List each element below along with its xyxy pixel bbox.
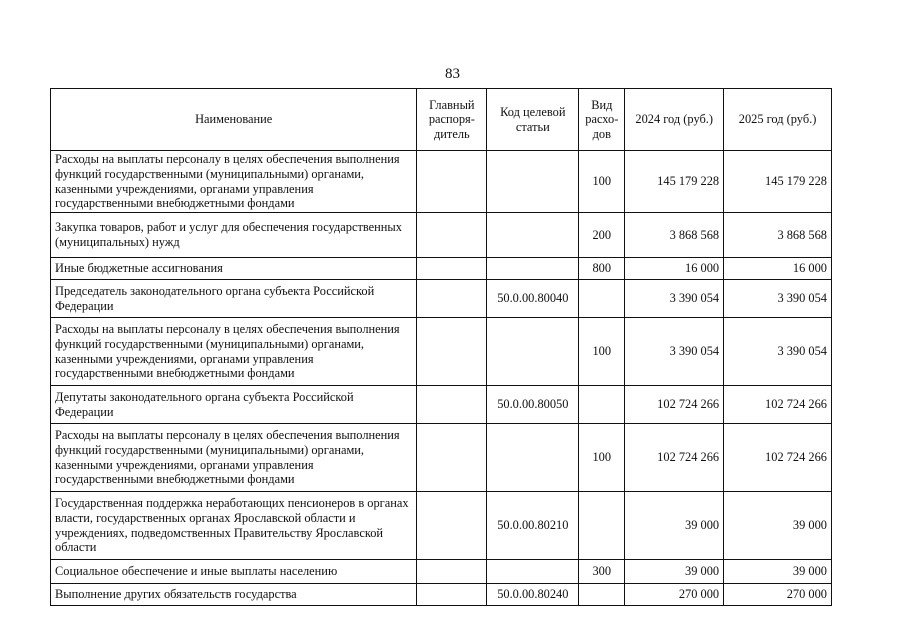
- row-name: Социальное обеспечение и иные выплаты населению: [51, 560, 417, 584]
- row-amount-2025: 102 724 266: [724, 386, 832, 424]
- row-amount-2025: 3 390 054: [724, 318, 832, 386]
- table-row: [51, 280, 832, 318]
- row-manager: [417, 386, 487, 424]
- row-target-code: [487, 258, 579, 280]
- row-target-code: 50.0.00.80050: [487, 386, 579, 424]
- header-target-code: Код целевой статьи: [487, 89, 579, 151]
- row-manager: [417, 280, 487, 318]
- row-manager: [417, 151, 487, 213]
- row-name: Закупка товаров, работ и услуг для обеспечения государственных (муниципальных) нужд: [51, 213, 417, 258]
- row-amount-2025: 102 724 266: [724, 424, 832, 492]
- row-target-code: [487, 213, 579, 258]
- header-name: Наименование: [51, 89, 417, 151]
- row-amount-2025: 39 000: [724, 560, 832, 584]
- header-expense-type: Вид расхо-дов: [579, 89, 625, 151]
- header-2024: 2024 год (руб.): [625, 89, 724, 151]
- row-amount-2024: 3 390 054: [625, 318, 724, 386]
- row-manager: [417, 584, 487, 606]
- table-row: [51, 584, 832, 606]
- row-amount-2025: 3 868 568: [724, 213, 832, 258]
- row-target-code: [487, 560, 579, 584]
- table-row: [51, 318, 832, 386]
- budget-table: [50, 88, 832, 606]
- row-name: Председатель законодательного органа субъекта Российской Федерации: [51, 280, 417, 318]
- page-number: 83: [445, 66, 460, 82]
- row-expense-type: [579, 492, 625, 560]
- row-expense-type: 100: [579, 318, 625, 386]
- row-expense-type: 100: [579, 424, 625, 492]
- row-amount-2024: 39 000: [625, 492, 724, 560]
- row-amount-2025: 3 390 054: [724, 280, 832, 318]
- row-name: Иные бюджетные ассигнования: [51, 258, 417, 280]
- row-amount-2024: 16 000: [625, 258, 724, 280]
- row-manager: [417, 213, 487, 258]
- row-amount-2024: 102 724 266: [625, 386, 724, 424]
- row-target-code: [487, 424, 579, 492]
- row-manager: [417, 492, 487, 560]
- row-amount-2024: 270 000: [625, 584, 724, 606]
- row-expense-type: 200: [579, 213, 625, 258]
- table-row: [51, 560, 832, 584]
- row-expense-type: 300: [579, 560, 625, 584]
- table-header-row: [51, 89, 832, 151]
- row-amount-2024: 3 390 054: [625, 280, 724, 318]
- row-amount-2024: 145 179 228: [625, 151, 724, 213]
- header-manager: Главный распоря-дитель: [417, 89, 487, 151]
- row-target-code: 50.0.00.80210: [487, 492, 579, 560]
- row-target-code: 50.0.00.80240: [487, 584, 579, 606]
- table-row: [51, 151, 832, 213]
- row-amount-2025: 270 000: [724, 584, 832, 606]
- row-target-code: [487, 318, 579, 386]
- row-target-code: [487, 151, 579, 213]
- row-expense-type: [579, 280, 625, 318]
- row-amount-2025: 16 000: [724, 258, 832, 280]
- row-name: Депутаты законодательного органа субъекта Российской Федерации: [51, 386, 417, 424]
- row-amount-2025: 145 179 228: [724, 151, 832, 213]
- row-name: Расходы на выплаты персоналу в целях обеспечения выполнения функций государственными (муниципальными) органами, казенными учреждениями, органами управления государственными внебюджетными фондами: [51, 151, 417, 213]
- row-amount-2024: 3 868 568: [625, 213, 724, 258]
- row-manager: [417, 258, 487, 280]
- row-amount-2024: 39 000: [625, 560, 724, 584]
- row-expense-type: [579, 386, 625, 424]
- row-expense-type: [579, 584, 625, 606]
- table-row: [51, 492, 832, 560]
- row-target-code: 50.0.00.80040: [487, 280, 579, 318]
- header-2025: 2025 год (руб.): [724, 89, 832, 151]
- row-name: Расходы на выплаты персоналу в целях обеспечения выполнения функций государственными (муниципальными) органами, казенными учреждениями, органами управления государственными внебюджетными фондами: [51, 424, 417, 492]
- row-name: Выполнение других обязательств государства: [51, 584, 417, 606]
- table-row: [51, 258, 832, 280]
- row-name: Расходы на выплаты персоналу в целях обеспечения выполнения функций государственными (муниципальными) органами, казенными учреждениями, органами управления государственными внебюджетными фондами: [51, 318, 417, 386]
- table-row: [51, 213, 832, 258]
- table-row: [51, 386, 832, 424]
- row-name: Государственная поддержка неработающих пенсионеров в органах власти, государственных органах Ярославской области и учреждениях, подведомственных Правительству Ярославской области: [51, 492, 417, 560]
- row-manager: [417, 318, 487, 386]
- row-amount-2024: 102 724 266: [625, 424, 724, 492]
- row-amount-2025: 39 000: [724, 492, 832, 560]
- table-row: [51, 424, 832, 492]
- row-expense-type: 100: [579, 151, 625, 213]
- row-expense-type: 800: [579, 258, 625, 280]
- row-manager: [417, 424, 487, 492]
- row-manager: [417, 560, 487, 584]
